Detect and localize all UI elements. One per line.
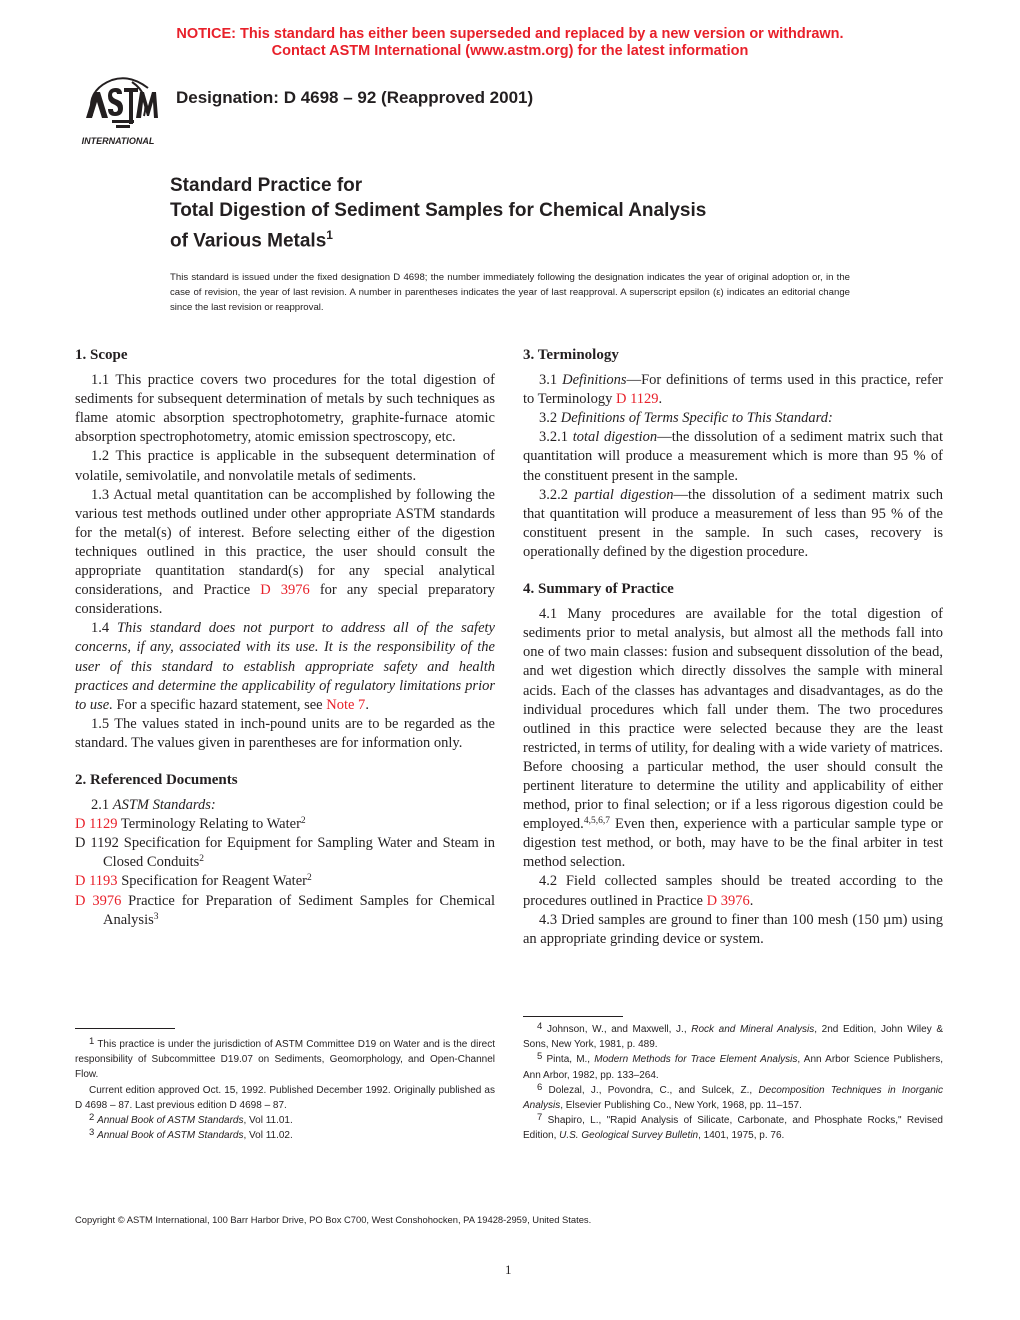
term-total-digestion: total digestion <box>572 429 658 446</box>
footnote-6-authors: Dolezal, J., Povondra, C., and Sulcek, Z., <box>548 1084 759 1096</box>
para-4-1-footnotes: 4,5,6,7 <box>583 816 610 827</box>
para-3-1 <box>523 371 943 409</box>
footnote-2-vol: , Vol 11.01. <box>243 1115 293 1127</box>
designation-label: Designation: <box>176 88 279 107</box>
footnote-1-text: This practice is under the jurisdiction of ASTM Committee D19 on Water and is the direct responsibility of Subcommittee D19.07 on Sediments, Geomorphology, and Open-Channel Flow. <box>75 1039 495 1081</box>
link-d3976[interactable]: D 3976 <box>706 892 750 909</box>
para-3-2-2-text: —the dissolution of a sediment matrix such that quantitation will produce a measurement of less than 95 % of the constituent present in the sample. In such cases, recovery is operationally defined by the digestion procedure. <box>523 486 943 560</box>
para-3-1-text: —For definitions of terms used in this practice, refer to Terminology <box>523 372 943 408</box>
para-3-1-num: 3.1 <box>539 372 563 389</box>
ref-title: Terminology Relating to Water <box>117 816 301 833</box>
para-3-1-tail: . <box>658 391 663 408</box>
astm-logo-mark <box>72 70 164 150</box>
document-title <box>170 174 870 253</box>
ref-code-link[interactable]: D 1193 <box>75 873 118 890</box>
para-3-2-num: 3.2 <box>539 410 561 427</box>
para-1-4-num: 1.4 <box>91 620 117 637</box>
footnote-3: $^3$ Annual Book of ASTM Standards, Vol 11.02. <box>89 1127 293 1142</box>
astm-logo <box>72 70 164 150</box>
ref-item-d1193 <box>75 872 495 891</box>
ref-footnote: 3 <box>153 911 159 922</box>
para-1-3 <box>75 486 495 620</box>
footnote-2-title: Annual Book of ASTM Standards <box>97 1115 244 1127</box>
para-1-4-tail: . <box>365 696 369 713</box>
footnotes-right <box>523 1022 943 1144</box>
footnote-4-authors: Johnson, W., and Maxwell, J., <box>546 1024 692 1035</box>
para-3-2-1-num: 3.2.1 <box>539 429 573 446</box>
footnote-3-title: Annual Book of ASTM Standards <box>97 1130 244 1142</box>
footnote-5-authors: Pinta, M., <box>546 1054 595 1066</box>
footnote-6-pub: , Elsevier Publishing Co., New York, 1968, pp. 11–157. <box>560 1100 802 1112</box>
para-2-1 <box>75 796 495 815</box>
para-1-1: 1.1 This practice covers two procedures for the total digestion of sediments for subsequent determination of metals by such techniques as flame atomic absorption spectrophotometry, graphite-furnace atomic absorption spectrophotometry, atomic emission spectroscopy, etc. <box>75 372 495 446</box>
para-1-5: 1.5 The values stated in inch-pound units are to be regarded as the standard. The values given in parentheses are for information only. <box>75 715 495 751</box>
footnote-7-title: U.S. Geological Survey Bulletin <box>559 1130 699 1142</box>
para-1-3-tail: for any special preparatory considerations. <box>75 582 495 618</box>
title-footnote-ref: 1 <box>326 228 333 242</box>
footnote-4: $^4$ Johnson, W., and Maxwell, J., Rock and Mineral Analysis, 2nd Edition, John Wiley & Sons, New York, 1981, p. 489. <box>523 1021 944 1051</box>
para-3-1-term: Definitions <box>562 372 627 389</box>
ref-footnote: 2 <box>300 816 306 827</box>
left-column <box>75 346 495 930</box>
para-1-2: 1.2 This practice is applicable in the subsequent determination of volatile, semivolatile, and nonvolatile metals of sediments. <box>75 448 495 484</box>
footnote-rule-left <box>75 1028 175 1029</box>
footnote-7: $^7$ Shapiro, L., "Rapid Analysis of Silicate, Carbonate, and Phosphate Rocks," Revised Edition, U.S. Geological Survey Bulletin, 1401, 1975, p. 76. <box>523 1112 943 1142</box>
para-4-3: 4.3 Dried samples are ground to finer than 100 mesh (150 µm) using an appropriate grinding device or system. <box>523 911 943 947</box>
section-2-heading: 2. Referenced Documents <box>75 771 238 788</box>
para-3-2-1 <box>523 428 943 485</box>
notice-line-2: Contact ASTM International (www.astm.org) for the latest information <box>271 43 749 59</box>
ref-code-link[interactable]: D 3976 <box>75 892 122 909</box>
para-1-3-text: 1.3 Actual metal quantitation can be accomplished by following the various test methods outlined under other appropriate ASTM standards for the metal(s) of interest. Before selecting either of the digestion techniques outlined in this practice, the user should consult the appropriate quantitation standard(s) for any special analytical considerations, and Practice <box>75 486 495 599</box>
title-line-2: Total Digestion of Sediment Samples for Chemical Analysis <box>170 200 707 221</box>
footnote-3-vol: , Vol 11.02. <box>243 1130 293 1142</box>
section-3-heading: 3. Terminology <box>523 347 619 363</box>
ref-title: Practice for Preparation of Sediment Samples for Chemical Analysis <box>103 892 495 928</box>
footnote-5-title: Modern Methods for Trace Element Analysis <box>594 1054 798 1066</box>
para-4-1 <box>523 605 943 872</box>
para-1-4 <box>75 619 495 714</box>
para-4-2 <box>523 872 943 910</box>
right-column <box>523 346 943 949</box>
footnotes-left <box>75 1037 495 1143</box>
para-2-1-num: 2.1 <box>91 797 113 814</box>
ref-title: Specification for Reagent Water <box>117 873 307 890</box>
notice-line-1: NOTICE: This standard has either been superseded and replaced by a new version or withdrawn. <box>176 26 844 42</box>
ref-item-d1192 <box>75 834 495 872</box>
ref-item-d3976 <box>75 892 495 930</box>
para-4-2-text: 4.2 Field collected samples should be treated according to the procedures outlined in Practice <box>523 873 943 909</box>
para-1-4-safety: This standard does not purport to address all of the safety concerns, if any, associated with its use. It is the responsibility of the user of this standard to establish appropriate safety and health practices and determine the applicability of regulatory limitations prior to use. <box>75 620 495 713</box>
footnote-4-title: Rock and Mineral Analysis <box>691 1024 815 1035</box>
para-3-2 <box>523 409 943 428</box>
footnote-1-edition: Current edition approved Oct. 15, 1992. Published December 1992. Originally published as D 4698 – 87. Last previous edition D 4698 – 87. <box>75 1084 495 1111</box>
footnote-6-title: Decomposition Techniques in Inorganic Analysis <box>523 1084 944 1112</box>
supersede-notice <box>0 26 1020 60</box>
link-d3976[interactable]: D 3976 <box>260 582 310 599</box>
ref-title: Specification for Equipment for Sampling Water and Steam in Closed Conduits <box>103 835 495 871</box>
para-3-2-2 <box>523 486 943 562</box>
link-d1129[interactable]: D 1129 <box>615 391 659 408</box>
para-4-1-text: 4.1 Many procedures are available for the total digestion of sediments prior to metal analysis, but almost all the methods fall into one of two main classes: fusion and subsequent dissolution of the bead, and wet digestion which directly dissolves the sample with mineral acids. Each of the classes has advantages and disadvantages, as do the individual procedures which fall under them. The two procedures outlined in this practice were selected because they are the least restricted, in terms of utility, for dealing with a wide variety of matrices. Before choosing a particular method, the user should consult the pertinent literature to determine the utility and applicability of either method, prior to final selection; or if a less rigorous digestion could be employed. <box>523 606 943 833</box>
ref-footnote: 2 <box>306 873 312 884</box>
designation-value: D 4698 – 92 (Reapproved 2001) <box>283 88 534 107</box>
footnote-5: $^5$ Pinta, M., Modern Methods for Trace Element Analysis, Ann Arbor Science Publishers, Ann Arbor, 1982, pp. 133–264. <box>523 1051 944 1081</box>
footnote-5-pub: , Ann Arbor Science Publishers, Ann Arbor, 1982, pp. 133–264. <box>523 1054 944 1081</box>
issued-note: This standard is issued under the fixed designation D 4698; the number immediately following the designation indicates the year of original adoption or, in the case of revision, the year of last revision. A number in parentheses indicates the year of last reapproval. A superscript epsilon (ε) indicates an editorial change since the last revision or reapproval. <box>170 272 850 313</box>
para-3-2-2-num: 3.2.2 <box>539 486 575 503</box>
para-3-2-1-text: —the dissolution of a sediment matrix such that quantitation will produce a measurement which is more than 95 % of the constituent present in the sample. <box>523 429 944 484</box>
para-4-1-tail: Even then, experience with a particular sample type or digestion test method, or both, may have to be the final arbiter in test method selection. <box>523 816 943 871</box>
footnote-2: $^2$ Annual Book of ASTM Standards, Vol 11.01. <box>89 1112 293 1127</box>
ref-code-link[interactable]: D 1129 <box>75 816 118 833</box>
footnote-1: $^1$ This practice is under the jurisdiction of ASTM Committee D19 on Water and is the direct responsibility of Subcommittee D19.07 on Sediments, Geomorphology, and Open-Channel Flow. <box>75 1036 495 1081</box>
para-1-4-text: For a specific hazard statement, see <box>112 696 327 713</box>
footnote-rule-right <box>523 1016 623 1017</box>
ref-item-d1129 <box>75 815 495 834</box>
ref-footnote: 2 <box>199 854 205 865</box>
link-note-7[interactable]: Note 7 <box>326 696 366 713</box>
page-number: 1 <box>505 1262 512 1277</box>
title-line-3: of Various Metals <box>170 230 327 252</box>
footnote-7-authors: Shapiro, L., "Rapid Analysis of Silicate, Carbonate, and Phosphate Rocks," Revised Edition, <box>523 1115 943 1142</box>
para-4-2-tail: . <box>749 892 754 909</box>
para-2-1-title: ASTM Standards: <box>112 797 216 814</box>
copyright-line: Copyright © ASTM International, 100 Barr Harbor Drive, PO Box C700, West Conshohocken, PA 19428-2959, United States. <box>75 1214 592 1225</box>
section-4-heading: 4. Summary of Practice <box>523 581 674 598</box>
title-line-1: Standard Practice for <box>170 175 363 196</box>
footnote-6: $^6$ Dolezal, J., Povondra, C., and Sulcek, Z., Decomposition Techniques in Inorganic Analysis, Elsevier Publishing Co., New York, 1968, pp. 11–157. <box>523 1081 944 1112</box>
section-1-heading: 1. Scope <box>75 347 128 363</box>
footnote-7-pub: , 1401, 1975, p. 76. <box>698 1130 785 1142</box>
ref-code: D 1192 <box>75 835 119 852</box>
logo-wordmark: INTERNATIONAL <box>81 136 155 146</box>
term-partial-digestion: partial digestion <box>574 486 674 503</box>
footnote-4-pub: , 2nd Edition, John Wiley & Sons, New York, 1981, p. 489. <box>523 1024 944 1051</box>
para-3-2-title: Definitions of Terms Specific to This Standard: <box>560 410 833 427</box>
designation <box>176 88 533 108</box>
